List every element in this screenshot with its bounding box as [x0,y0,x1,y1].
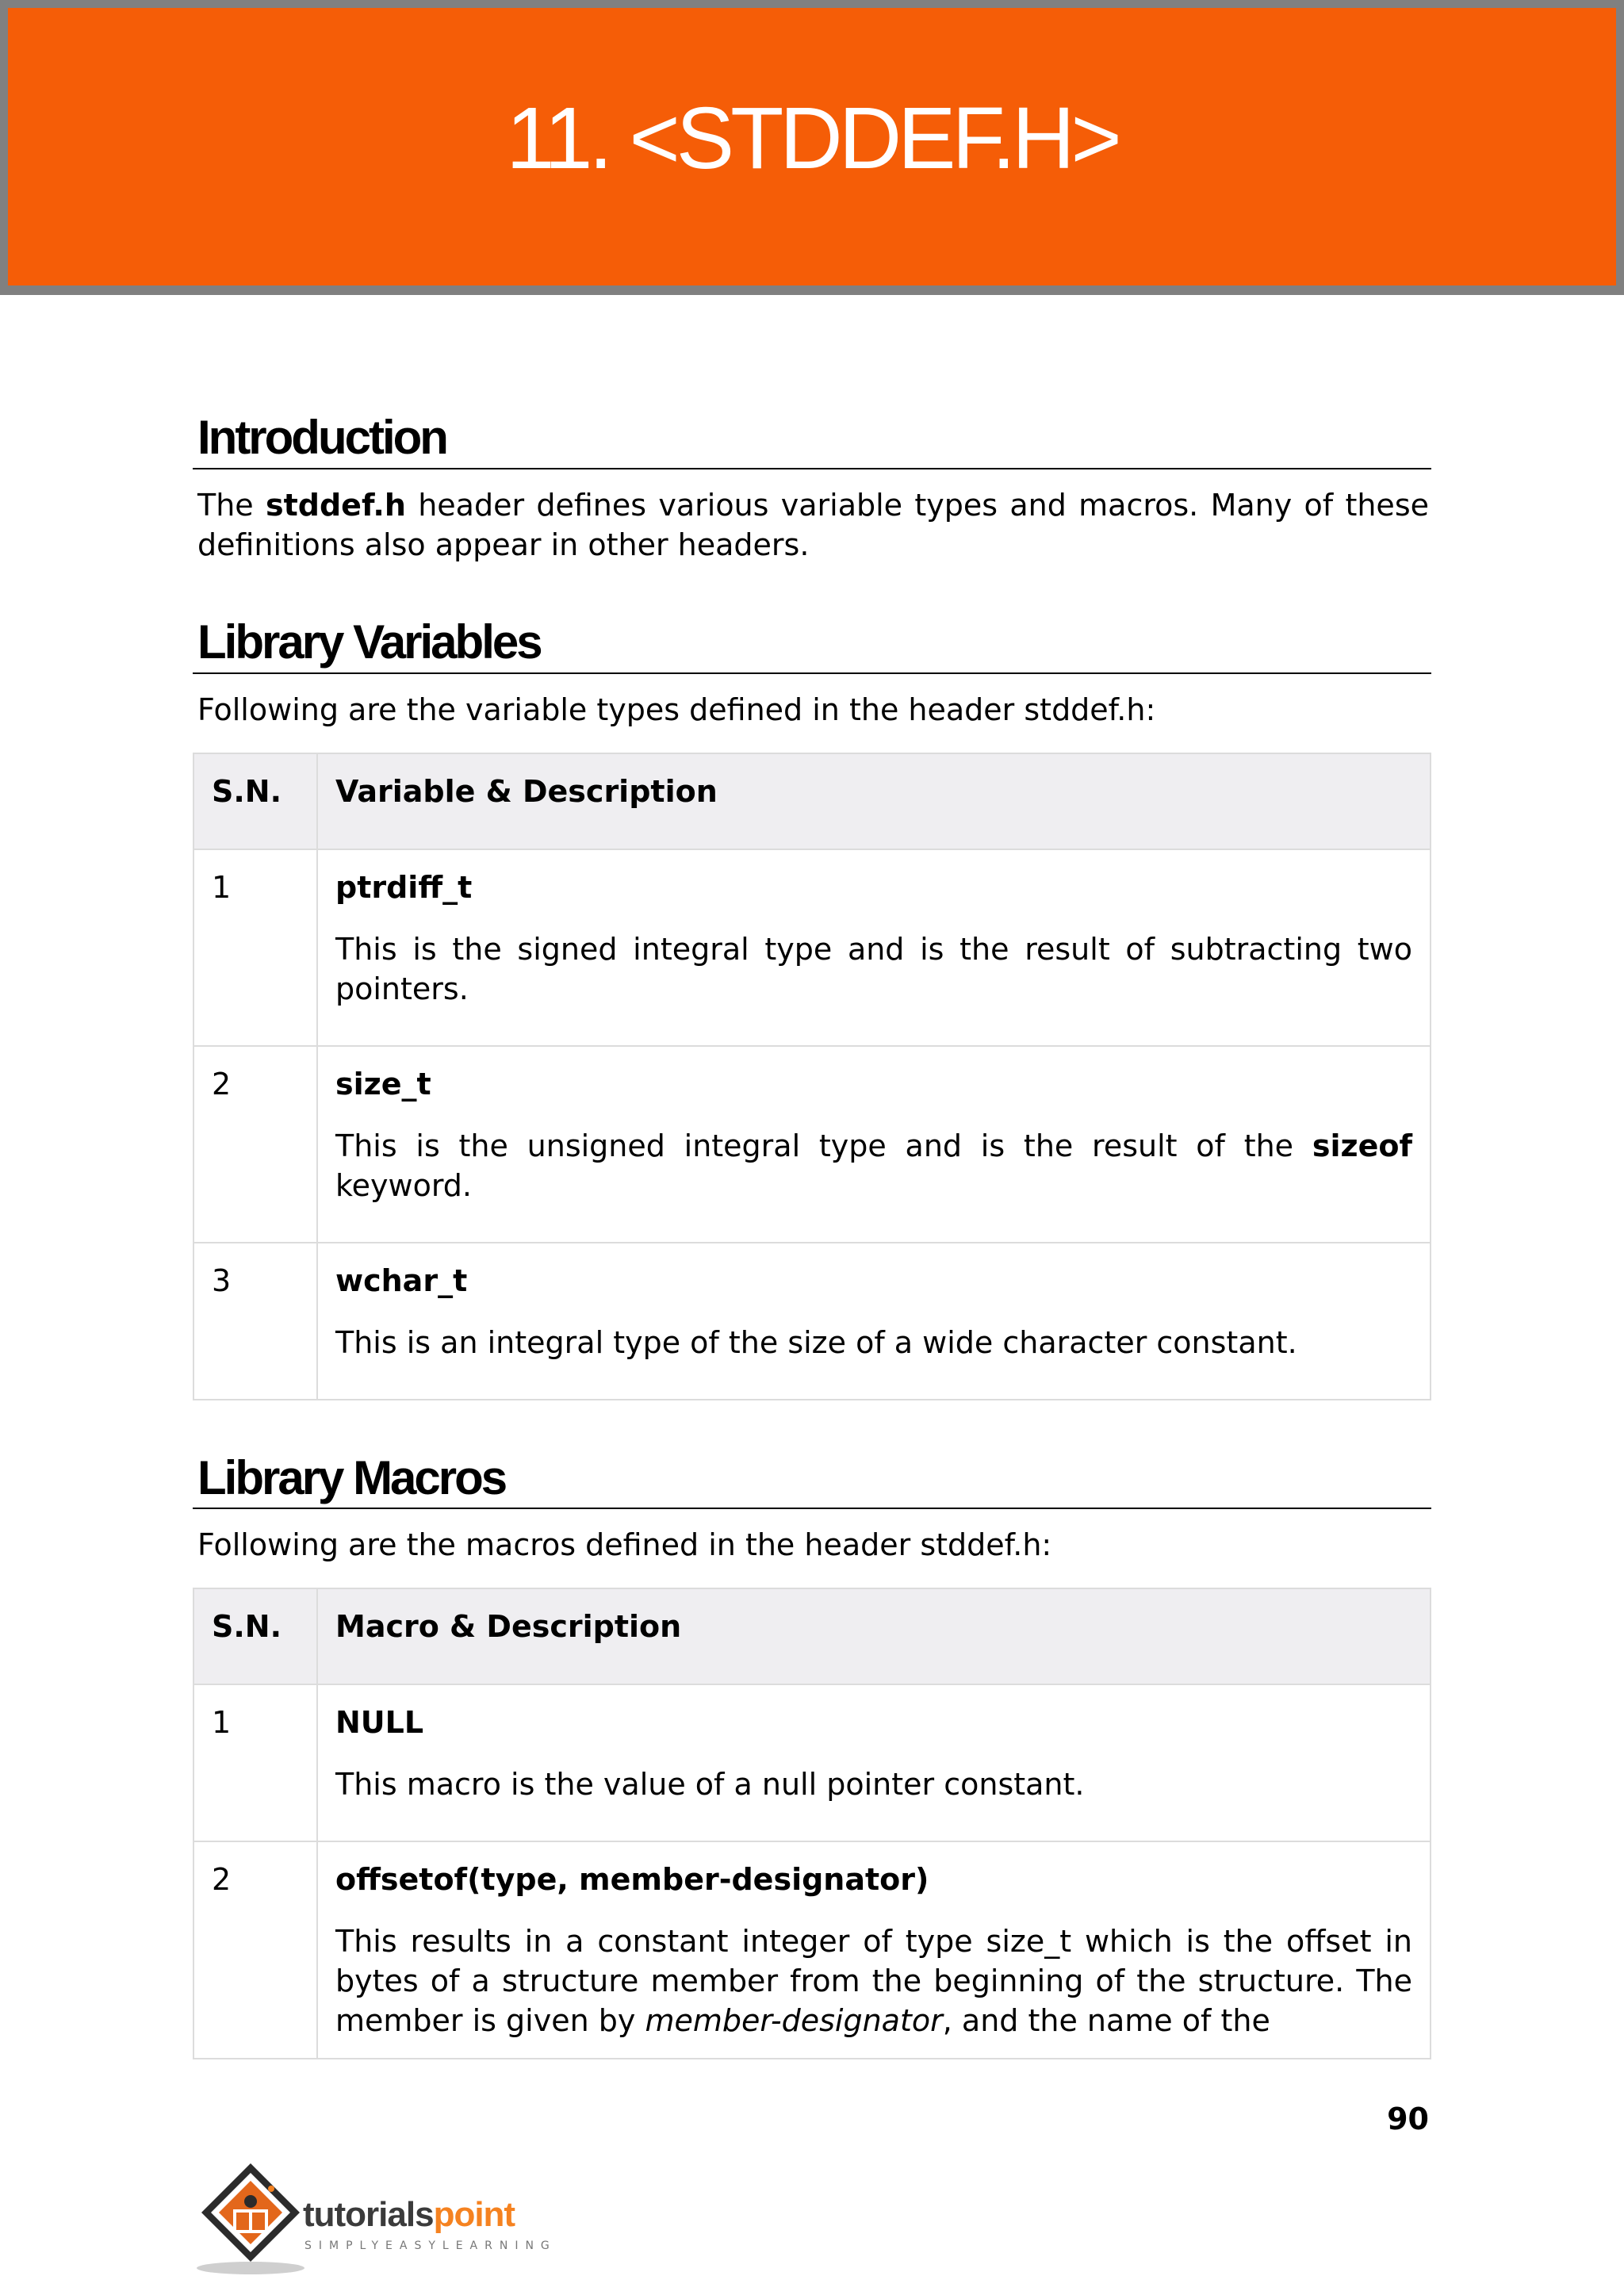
row-term: ptrdiff_t [335,870,473,905]
intro-rule [193,468,1431,469]
macros-col-desc: Macro & Description [317,1588,1431,1684]
variables-heading: Library Variables [197,615,541,669]
row-description: This is the signed integral type and is the result of subtracting two pointers. [335,932,1412,1006]
row-desc-pre: This results in a constant integer of type size_t which is the offset in bytes of a structure member from the beginning of the structure. The member is given by [335,1924,1412,2038]
tutorialspoint-logo [195,2157,576,2276]
chapter-title: 11. <STDDEF.H> [506,90,1118,187]
macros-table [193,1588,1431,2059]
chapter-banner-fill [8,8,1616,285]
row-desc-cell [317,1684,1431,1841]
table-row [193,1684,1431,1841]
row-desc-cell [317,1046,1431,1243]
intro-text-pre: The [197,488,266,523]
row-desc-cell [317,1841,1431,2059]
intro-paragraph [197,485,1429,565]
table-row [193,1243,1431,1400]
row-description [335,1921,1412,2040]
logo-mark-icon [195,2157,306,2276]
row-term: size_t [335,1067,431,1102]
row-sn: 2 [193,1841,317,2059]
row-desc-cell [317,849,1431,1046]
macros-table-header [193,1588,1431,1684]
table-row [193,849,1431,1046]
macros-col-sn: S.N. [193,1588,317,1684]
row-term: wchar_t [335,1263,468,1298]
table-row [193,1046,1431,1243]
logo-name-part1: tutorials [303,2195,434,2234]
row-desc-italic: member-designator [645,2003,943,2038]
variables-rule [193,672,1431,674]
macros-heading: Library Macros [197,1451,506,1504]
row-desc-cell [317,1243,1431,1400]
table-row [193,1841,1431,2059]
intro-heading: Introduction [197,411,446,464]
row-term: NULL [335,1705,424,1740]
row-desc-pre: This is the unsigned integral type and is the result of the [335,1128,1312,1163]
chapter-banner [0,0,1624,295]
row-description: This is an integral type of the size of a wide character constant. [335,1325,1297,1360]
row-sn: 1 [193,1684,317,1841]
row-desc-post: keyword. [335,1168,473,1203]
row-description: This macro is the value of a null pointer constant. [335,1767,1085,1802]
logo-wordmark [303,2195,515,2235]
intro-text-bold: stddef.h [265,488,406,523]
logo-tagline: SIMPLYEASYLEARNING [304,2239,557,2252]
row-term: offsetof(type, member-designator) [335,1862,929,1897]
variables-lead: Following are the variable types defined in the header stddef.h: [197,692,1156,727]
page-number: 90 [1387,2102,1429,2136]
macros-lead: Following are the macros defined in the header stddef.h: [197,1527,1052,1562]
row-sn: 1 [193,849,317,1046]
variables-col-desc: Variable & Description [317,753,1431,849]
row-sn: 3 [193,1243,317,1400]
row-desc-post: , and the name of the [942,2003,1270,2038]
variables-table-header [193,753,1431,849]
logo-name-part2: point [433,2195,515,2234]
row-description [335,1126,1412,1205]
variables-col-sn: S.N. [193,753,317,849]
variables-table [193,753,1431,1400]
intro-text-post: header defines various variable types and macros. Many of these definitions also appear in other headers. [197,488,1429,562]
row-desc-bold: sizeof [1312,1128,1412,1163]
row-sn: 2 [193,1046,317,1243]
macros-rule [193,1508,1431,1509]
